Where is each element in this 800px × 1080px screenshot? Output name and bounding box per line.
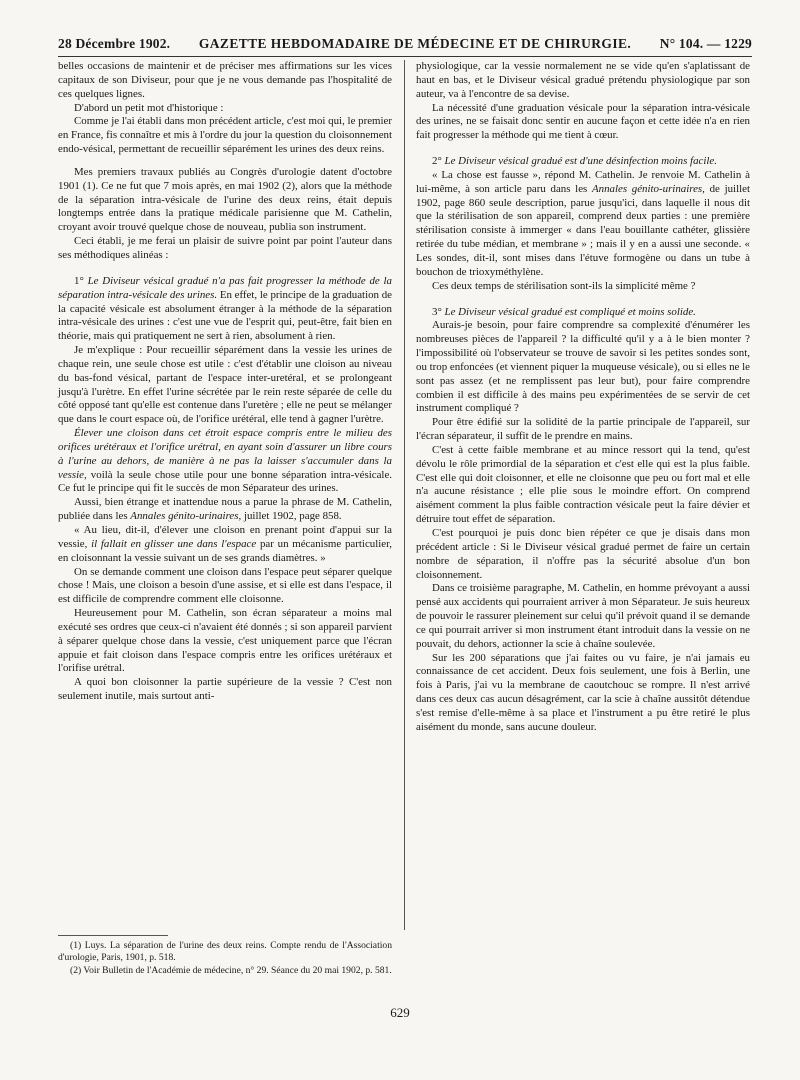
column-divider (404, 60, 405, 930)
paragraph: Sur les 200 séparations que j'ai faites ou vu faire, je n'ai jamais eu connaissance de cet accident. Deux fois seulement, une fois à Berlin, une fois à Paris, j'ai vu la membrane de caoutchouc se rompre. Il n'est arrivé dans ces deux cas aucun désagrément, car la scie à chaîne aussitôt détendue s'est remise d'elle-même à sa place et l'instrument a pu être retiré le plus aisément du monde, sans aucune douleur. (416, 651, 750, 733)
paragraph: Ceci établi, je me ferai un plaisir de suivre point par point l'auteur dans ses méthodiques alinéas : (58, 235, 392, 261)
paragraph: La nécessité d'une graduation vésicale pour la séparation intra-vésicale des urines, ne se faisait donc sentir en aucune façon et cette idée n'a en rien fait progresser la méthode qui me tient à cœur. (416, 101, 750, 142)
italic-text: il fallait en glisser une dans l'espace (91, 537, 257, 550)
section-number: 3° (432, 305, 442, 318)
section-title: Le Diviseur vésical gradué est d'une désinfection moins facile. (444, 155, 717, 168)
text: « Au lieu, dit-il, d'élever une cloison en prenant point d'appui sur la vessie, (58, 524, 392, 550)
page-number: 629 (390, 1005, 410, 1020)
paragraph (58, 496, 392, 524)
footnote-1: (1) Luys. La séparation de l'urine des deux reins. Compte rendu de l'Association d'urologie, Paris, 1901, p. 518. (58, 940, 392, 964)
text: voilà la seule chose utile pour une bonne séparation intra-vésicale. Ce fut le principe qui fit le succès de mon Séparateur des urines. (58, 468, 392, 495)
section-title: Le Diviseur vésical gradué est compliqué et moins solide. (444, 305, 696, 318)
paragraph (416, 169, 750, 280)
journal-title: Bulletin de l'Académie de médecine, (102, 964, 244, 976)
footnote-2 (58, 965, 392, 977)
paragraph: Je m'explique : Pour recueillir séparément dans la vessie les urines de chaque rein, une seule chose est utile : c'est d'établir une cloison au niveau du bas-fond vésical, partant de l'espace inter-uretéral, et se prolongeant jusqu'à l'urètre. En effet l'urine sécrétée par le rein reste séparée de celle du côté opposé tant qu'elle est contenue dans l'uretère ; elle ne peut se mélanger que dans le court espace où, de l'orifice urétéral, elle tend à gagner l'urètre. (58, 344, 392, 426)
journal-title: Annales génito-urinaires, (591, 182, 705, 195)
text: n° 29. Séance du 20 mai 1902, p. 581. (243, 964, 392, 976)
paragraph: Comme je l'ai établi dans mon précédent article, c'est moi qui, le premier en France, fis connaître et mis à l'ordre du jour la question du cloisonnement endo-vésical, permettant de recueillir séparément les urines des deux reins. (58, 115, 392, 156)
paragraph: Dans ce troisième paragraphe, M. Cathelin, en homme prévoyant a aussi pensé aux accidents qui pourraient arriver à mon Séparateur. Je suis heureux de pouvoir le rassurer pleinement sur celui qu'il prévoit quand il se demande ce qui pourrait arriver si mon instrument étant introduit dans la vessie on ne pouvait, du dehors, actionner la scie à chaîne soulevée. (416, 582, 750, 650)
header-issue-number: N° 104. — 1229 (659, 36, 752, 51)
paragraph: physiologique, car la vessie normalement ne se vide qu'en s'aplatissant de haut en bas, et le Diviseur vésical gradué prétendu physiologique par son auteur, va à l'encontre de sa devise. (416, 60, 750, 100)
paragraph: D'abord un petit mot d'historique : (74, 101, 224, 114)
paragraph: On se demande comment une cloison dans l'espace peut séparer quelque chose ! Mais, une cloison a besoin d'une assise, et si elle est dans l'espace, il est difficile de comprendre comment elle cloisonne. (58, 565, 392, 606)
header-date: 28 Décembre 1902. (58, 36, 171, 51)
text: « La chose est fausse », répond M. Cathelin. Je renvoie M. Cathelin à lui-même, à son article paru dans les (416, 168, 750, 195)
text: (2) Voir (70, 964, 103, 976)
left-column (58, 60, 392, 704)
paragraph: C'est à cette faible membrane et au mince ressort qui la tend, qu'est dévolu le rôle primordial de la séparation et c'est elle qui est la plus faible. C'est elle qui doit cloisonner, et elle ne cloisonne que peu ou fort mal et elle n'a aucune résistance ; elle plie sous le moindre effort. On comprend aisément comment la plus faible contraction vésicale peut la faire dévier et détruire tout effet de séparation. (416, 443, 750, 526)
section-text: En effet, le principe de la graduation de la capacité vésicale est absolument étranger à la méthode de la séparation intra-vésicale des urines : c'est une vue de l'esprit qui, peut-être, fait bien en théorie, mais qui pratiquement ne sert à rien, absolument à rien. (58, 288, 393, 343)
paragraph: Pour être édifié sur la solidité de la partie principale de l'appareil, sur l'écran séparateur, il suffit de le prendre en mains. (416, 416, 750, 443)
text: par un mécanisme particulier, en cloisonnant la vessie suivant un de ses grands diamètres. » (58, 537, 393, 564)
paragraph: A quoi bon cloisonner la partie supérieure de la vessie ? C'est non seulement inutile, mais surtout anti- (58, 676, 392, 703)
section-2 (416, 155, 750, 169)
text: de juillet 1902, page 860 seule description, parue jusqu'ici, dans laquelle il nous dit que la stérilisation de son appareil, comprend deux parties : une première stérilisation consiste à immerger « dans l'eau bouillante cathéter, glissière retirée du tube médian, et membrane » ; mais il y en a aussi une seconde. « Les sondes, dit-il, sont mises dans l'étuve formogène ou dans un tube à bouchon de trioxyméthylène. (416, 182, 750, 278)
paragraph (58, 524, 392, 566)
section-number: 2° (432, 155, 442, 168)
paragraph: Ces deux temps de stérilisation sont-ils la simplicité même ? (432, 279, 696, 292)
section-3 (416, 306, 750, 320)
paragraph: Aurais-je besoin, pour faire comprendre sa complexité d'énumérer les nombreuses pièces de l'appareil ? la difficulté qu'il y a à le bien monter ? l'impossibilité où l'observateur se trouve de savoir si les petites sondes sont, ou trop enfoncées (et viennent piquer la muqueuse vésicale), ou si elles ne le sont pas assez (et ne remplissent pas leur but), pour faire comprendre combien il est difficile à des mains peu expérimentées de se servir de cet instrument compliqué ? (416, 319, 750, 415)
text: Aussi, bien étrange et inattendue nous a parue la phrase de M. Cathelin, publiée dans les (58, 496, 392, 523)
footnote-rule (58, 935, 168, 936)
running-header (58, 36, 752, 52)
paragraph: Heureusement pour M. Cathelin, son écran séparateur a moins mal exécuté ses ordres que ceux-ci n'avaient été donnés ; si son appareil parvient à séparer quelque chose dans la vessie, c'est uniquement parce que l'écran appuie et fait cloison dans l'espace compris entre les orifices urétéraux et l'orifise urétral. (58, 607, 392, 675)
italic-text: Élever une cloison dans cet étroit espace compris entre le milieu des orifices urétéraux et l'orifice urétral, en ayant soin d'assurer un libre cours à l'urine au dehors, de manière à ne pas la laisser s'accumuler dans la vessie, (58, 427, 392, 481)
text: juillet 1902, page 858. (241, 510, 342, 523)
header-rule (58, 56, 752, 57)
section-1 (58, 275, 392, 344)
section-number: 1° (74, 274, 84, 287)
paragraph (58, 427, 392, 496)
section-title: Le Diviseur vésical gradué n'a pas fait progresser la méthode de la séparation intra-vésicale des urines. (58, 274, 392, 301)
paragraph: Mes premiers travaux publiés au Congrès d'urologie datent d'octobre 1901 (1). Ce ne fut que 7 mois après, en mai 1902 (2), alors que la méthode de la séparation intra-vésicale de l'urine des deux reins, était depuis longtemps entrée dans la pratique médicale parisienne que M. Cathelin, croyant avoir trouvé quelque chose de nouveau, publia son instrument. (58, 165, 392, 234)
footnotes (58, 940, 392, 977)
paragraph: belles occasions de maintenir et de préciser mes affirmations sur les vices capitaux de son Diviseur, pour que je ne vous demande pas l'hospitalité de ces quelques lignes. (58, 60, 392, 100)
right-column (416, 60, 750, 735)
header-journal-title: GAZETTE HEBDOMADAIRE DE MÉDECINE ET DE CHIRURGIE. (198, 36, 632, 51)
journal-title: Annales génito-urinaires, (130, 510, 242, 523)
paragraph: C'est pourquoi je puis donc bien répéter ce que je disais dans mon précédent article : Si le Diviseur vésical gradué permet de faire un certain nombre de séparation, il n'offre pas la sécurité absolue d'un bon cloisonnement. (416, 527, 750, 581)
